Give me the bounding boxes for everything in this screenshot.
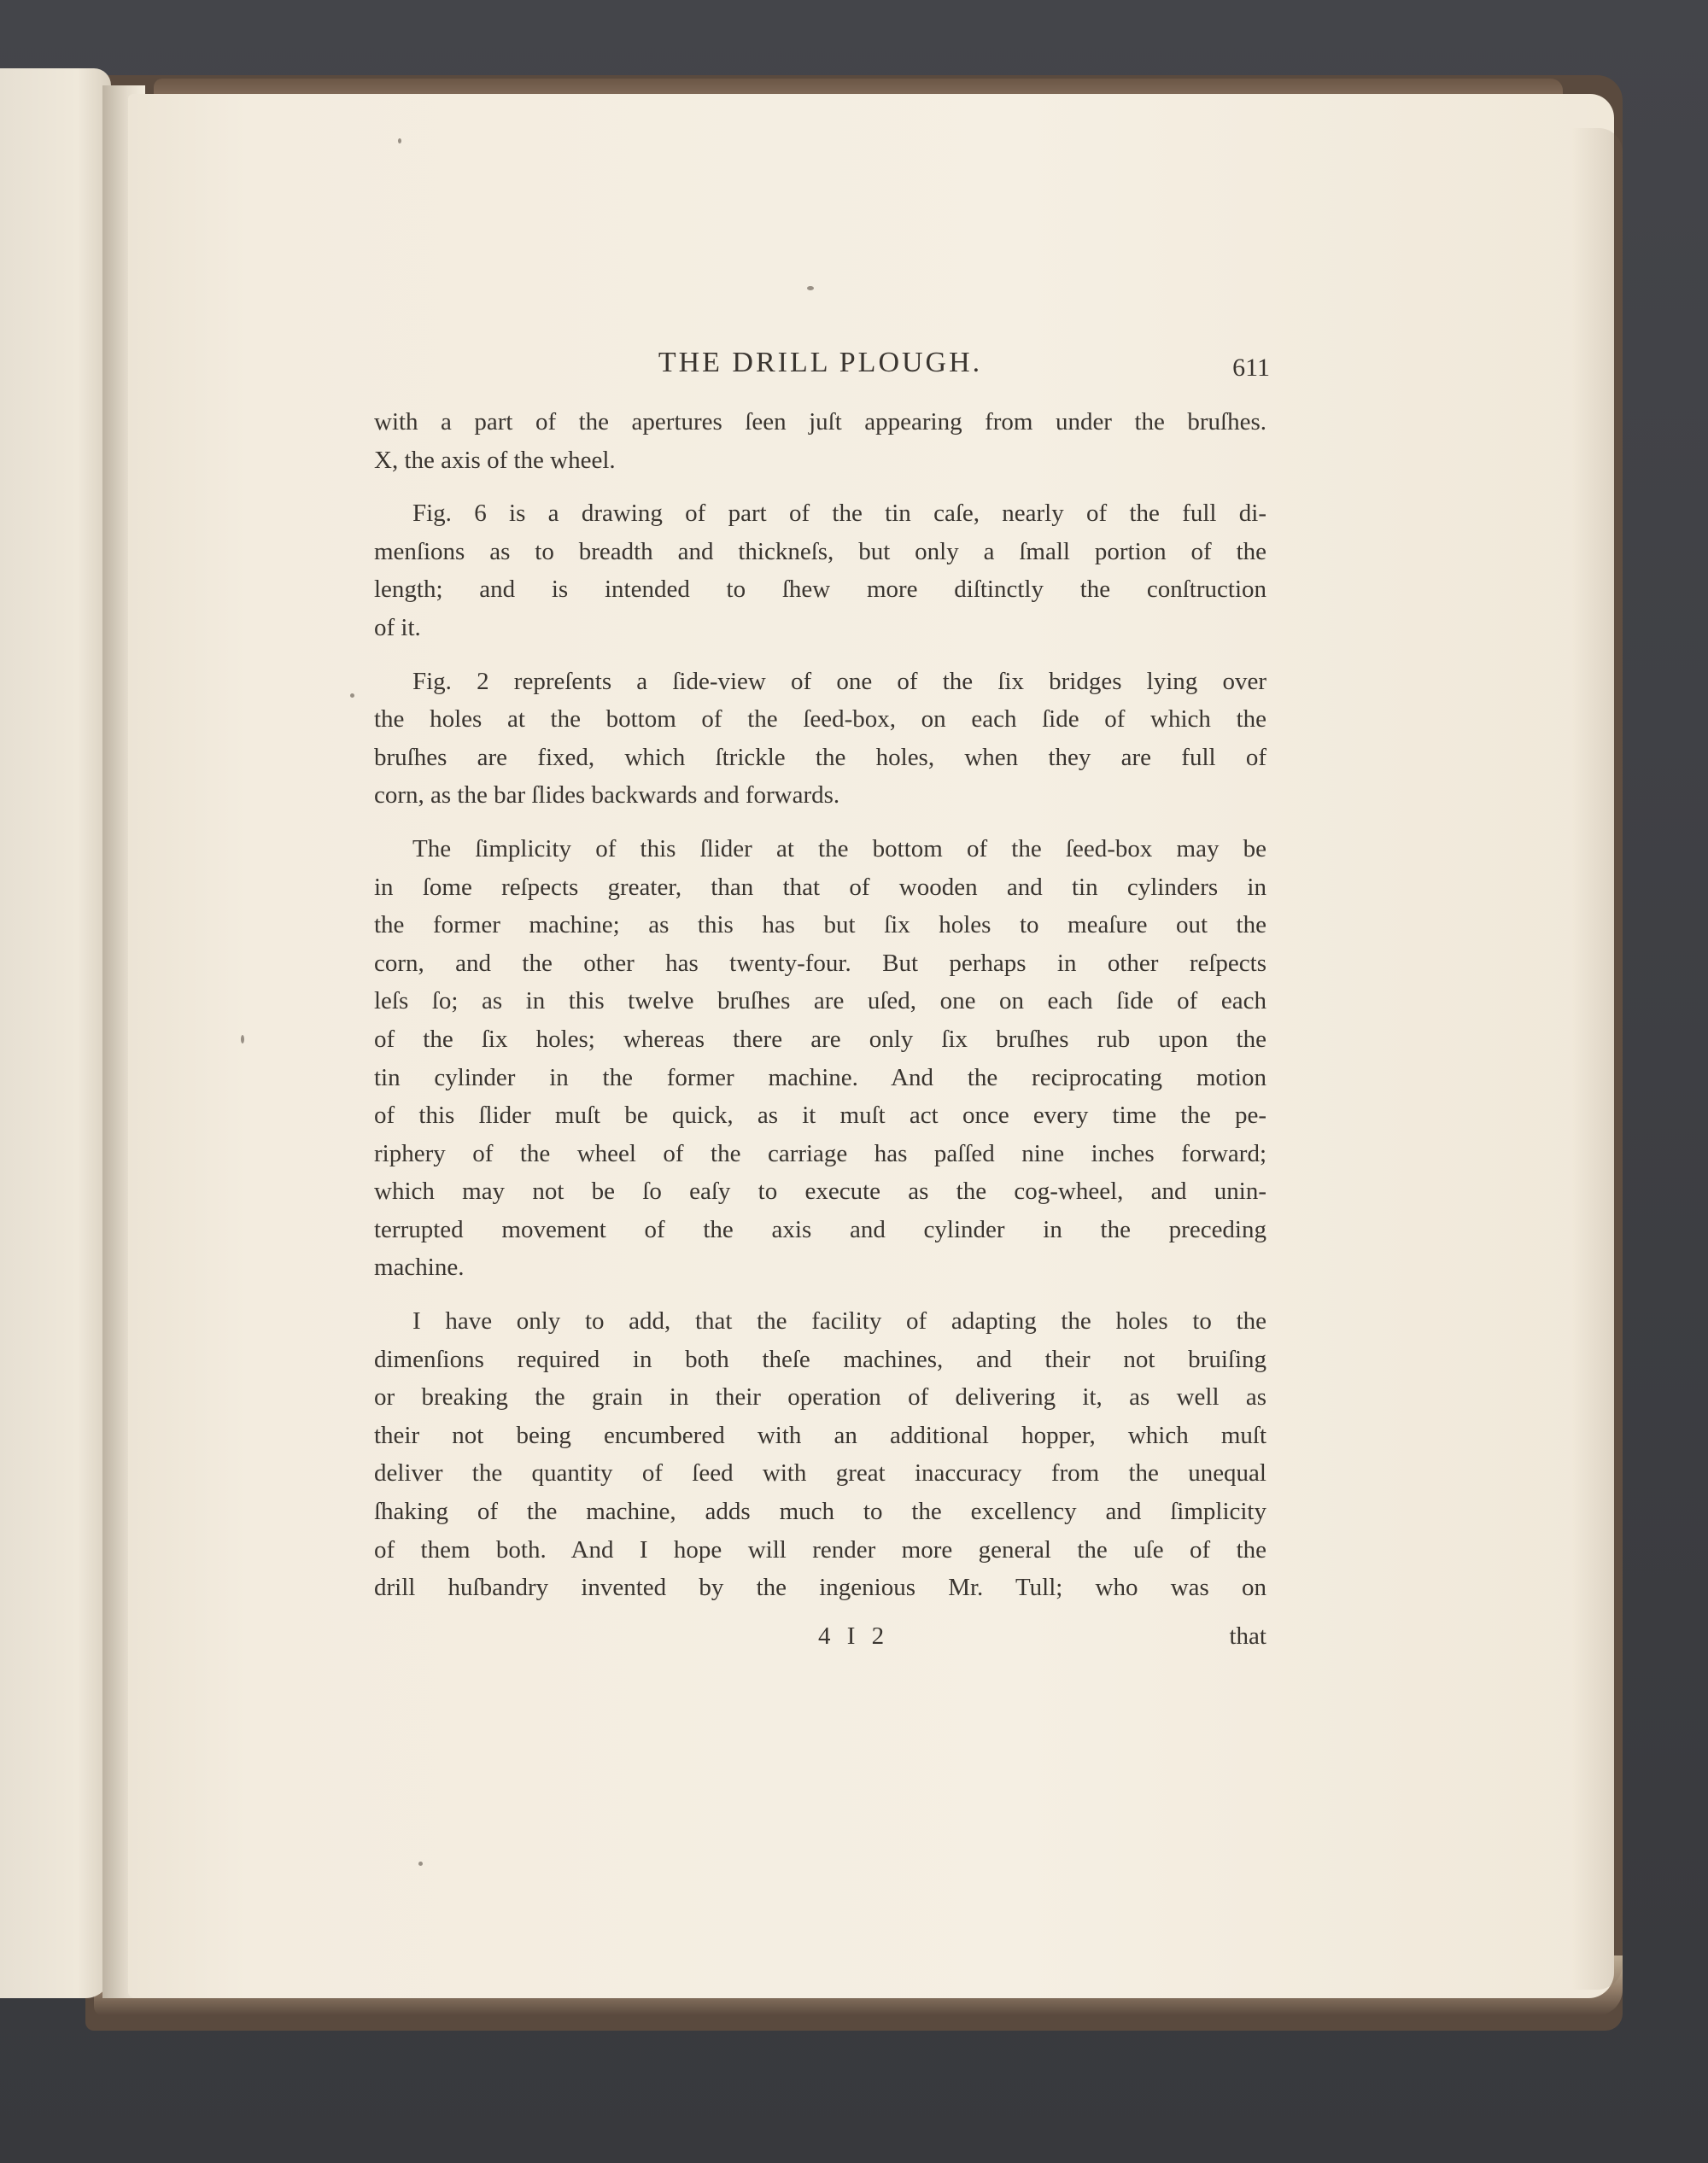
text-line: machine. <box>374 1254 465 1282</box>
text-line: menſions as to breadth and thickneſs, but only a ſmall portion of the <box>374 537 1266 565</box>
text-line: The ſimplicity of this ſlider at the bottom of the ſeed-box may be <box>412 834 1266 862</box>
paragraph-2 <box>374 494 1266 646</box>
text-line: the former machine; as this has but ſix holes to meaſure out the <box>374 911 1266 939</box>
paper-speck <box>418 1862 423 1866</box>
text-line: corn, as the bar ſlides backwards and forwards. <box>374 781 840 810</box>
signature-mark: 4 I 2 <box>818 1622 890 1650</box>
text-line: length; and is intended to ſhew more diſtinctly the conſtruction <box>374 576 1266 604</box>
text-line: bruſhes are fixed, which ſtrickle the holes, when they are full of <box>374 743 1266 771</box>
text-line: terrupted movement of the axis and cylinder in the preceding <box>374 1215 1266 1243</box>
text-line: of it. <box>374 613 421 641</box>
text-line: riphery of the wheel of the carriage has paſſed nine inches forward; <box>374 1139 1266 1167</box>
facing-page <box>0 68 111 1998</box>
page-number: 611 <box>1232 354 1270 382</box>
text-line: which may not be ſo eaſy to execute as the cog-wheel, and unin- <box>374 1178 1266 1206</box>
paragraph-1 <box>374 403 1266 479</box>
text-line: in ſome reſpects greater, than that of wooden and tin cylinders in <box>374 873 1266 901</box>
text-line: of this ſlider muſt be quick, as it muſt act once every time the pe- <box>374 1102 1266 1130</box>
catchword: that <box>1229 1622 1266 1650</box>
page-edge-shadow <box>1571 128 1623 1990</box>
text-line: the holes at the bottom of the ſeed-box, on each ſide of which the <box>374 705 1266 734</box>
text-line: I have only to add, that the facility of adapting the holes to the <box>412 1307 1266 1336</box>
text-line: their not being encumbered with an additional hopper, which muſt <box>374 1421 1266 1449</box>
text-line: corn, and the other has twenty-four. But perhaps in other reſpects <box>374 949 1266 977</box>
page-text <box>374 347 1270 1660</box>
text-line: or breaking the grain in their operation of delivering it, as well as <box>374 1383 1266 1412</box>
paragraph-5 <box>374 1302 1266 1607</box>
running-head <box>374 347 1270 403</box>
paper-speck <box>350 693 354 698</box>
text-line: Fig. 6 is a drawing of part of the tin caſe, nearly of the full di- <box>412 500 1266 528</box>
paper-speck <box>807 286 814 290</box>
text-line: of the ſix holes; whereas there are only ſix bruſhes rub upon the <box>374 1025 1266 1053</box>
paper-speck <box>241 1035 244 1044</box>
text-line: drill huſbandry invented by the ingenious Mr. Tull; who was on <box>374 1574 1266 1602</box>
paragraph-3 <box>374 663 1266 815</box>
paper-speck <box>398 138 401 143</box>
text-line: Fig. 2 repreſents a ſide-view of one of the ſix bridges lying over <box>412 667 1266 695</box>
text-line: with a part of the apertures ſeen juſt appearing from under the bruſhes. <box>374 408 1266 436</box>
text-line: deliver the quantity of ſeed with great inaccuracy from the unequal <box>374 1459 1266 1488</box>
text-line: of them both. And I hope will render more general the uſe of the <box>374 1535 1266 1564</box>
text-line: dimenſions required in both theſe machines, and their not bruiſing <box>374 1345 1266 1373</box>
page-footer <box>374 1622 1266 1660</box>
text-line: X, the axis of the wheel. <box>374 446 616 474</box>
text-line: leſs ſo; as in this twelve bruſhes are uſed, one on each ſide of each <box>374 987 1266 1015</box>
text-line: ſhaking of the machine, adds much to the excellency and ſimplicity <box>374 1498 1266 1526</box>
running-title: THE DRILL PLOUGH. <box>658 347 983 378</box>
text-line: tin cylinder in the former machine. And the reciprocating motion <box>374 1063 1266 1091</box>
paragraph-4 <box>374 830 1266 1287</box>
